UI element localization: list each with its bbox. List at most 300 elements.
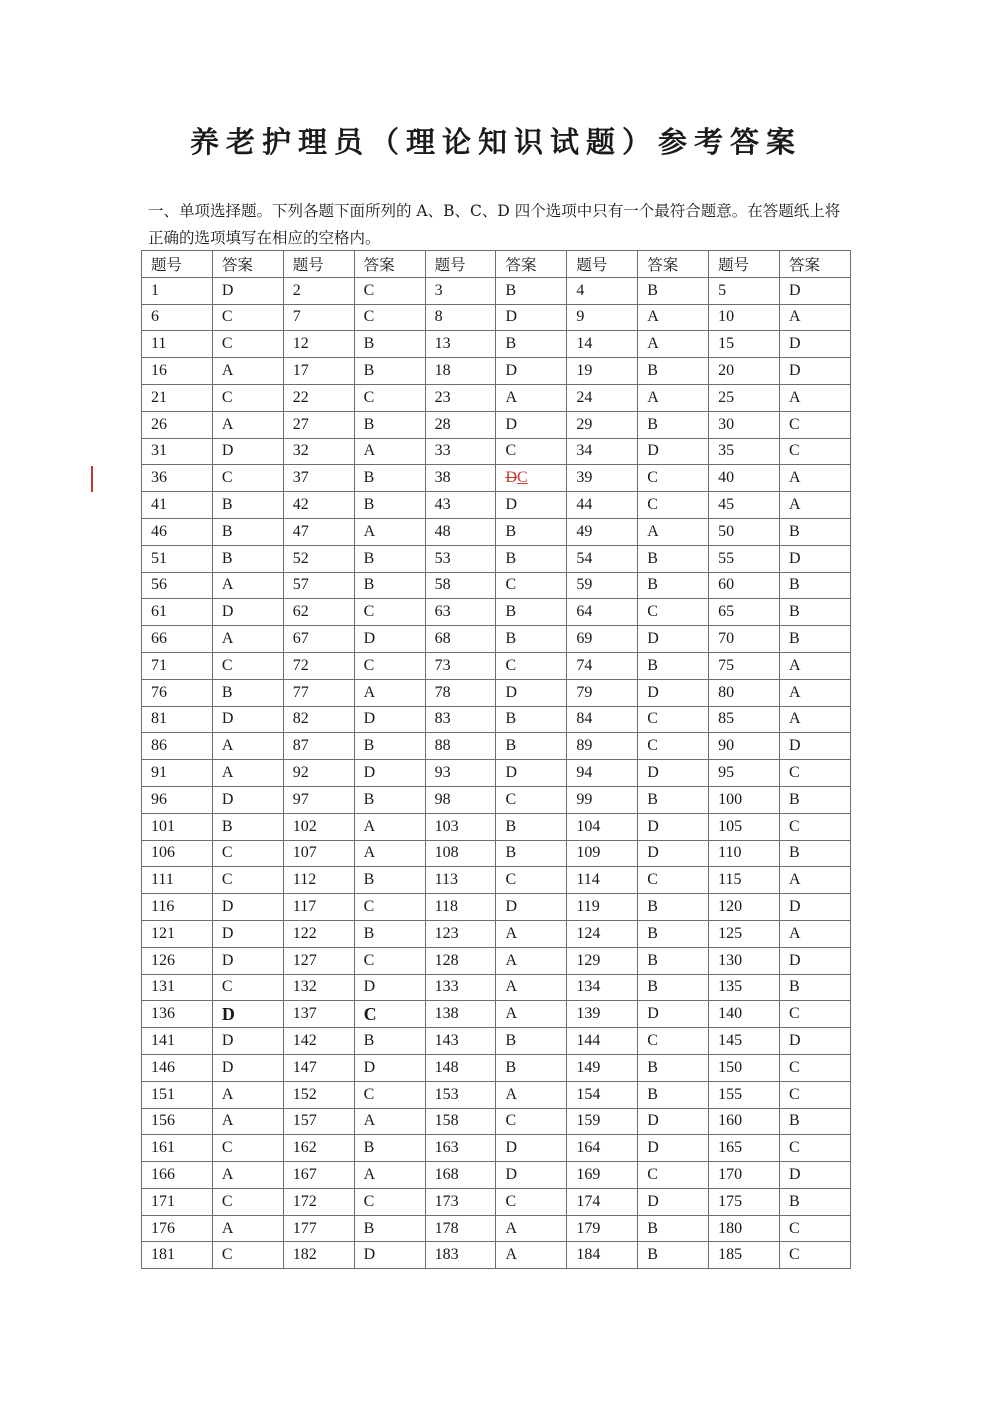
answer-cell: B bbox=[496, 1028, 567, 1055]
question-number-cell: 177 bbox=[283, 1215, 354, 1242]
question-number-cell: 67 bbox=[283, 626, 354, 653]
table-row bbox=[142, 1188, 851, 1215]
answer-cell: D bbox=[496, 411, 567, 438]
question-number-cell: 160 bbox=[709, 1108, 780, 1135]
section-instruction: 一、单项选择题。下列各题下面所列的 A、B、C、D 四个选项中只有一个最符合题意。在答题纸上将正确的选项填写在相应的空格内。 bbox=[148, 202, 841, 247]
answer-cell: B bbox=[496, 813, 567, 840]
question-number-cell: 167 bbox=[283, 1162, 354, 1189]
answer-cell: C bbox=[496, 867, 567, 894]
question-number-cell: 37 bbox=[283, 465, 354, 492]
question-number-cell: 72 bbox=[283, 652, 354, 679]
answer-cell: C bbox=[638, 599, 709, 626]
table-row bbox=[142, 572, 851, 599]
answer-cell: D bbox=[212, 920, 283, 947]
answer-cell: A bbox=[780, 304, 851, 331]
question-number-cell: 169 bbox=[567, 1162, 638, 1189]
answer-cell: C bbox=[496, 438, 567, 465]
answer-cell: C bbox=[638, 733, 709, 760]
question-number-cell: 122 bbox=[283, 920, 354, 947]
answer-cell: B bbox=[496, 518, 567, 545]
question-number-cell: 36 bbox=[142, 465, 213, 492]
question-number-cell: 48 bbox=[425, 518, 496, 545]
answer-cell: D bbox=[780, 1028, 851, 1055]
question-number-cell: 124 bbox=[567, 920, 638, 947]
question-number-cell: 171 bbox=[142, 1188, 213, 1215]
answer-cell: B bbox=[780, 786, 851, 813]
question-number-cell: 27 bbox=[283, 411, 354, 438]
question-number-cell: 137 bbox=[283, 1001, 354, 1028]
answer-cell: C bbox=[354, 599, 425, 626]
question-number-cell: 109 bbox=[567, 840, 638, 867]
table-row bbox=[142, 1028, 851, 1055]
question-number-cell: 158 bbox=[425, 1108, 496, 1135]
answer-cell: B bbox=[354, 867, 425, 894]
answer-cell: C bbox=[638, 1162, 709, 1189]
answer-cell: D bbox=[638, 679, 709, 706]
answer-cell: B bbox=[780, 974, 851, 1001]
question-number-cell: 145 bbox=[709, 1028, 780, 1055]
answer-cell: C bbox=[496, 1108, 567, 1135]
question-number-cell: 93 bbox=[425, 760, 496, 787]
answer-cell: D bbox=[212, 786, 283, 813]
question-number-cell: 52 bbox=[283, 545, 354, 572]
answer-cell: A bbox=[638, 518, 709, 545]
question-number-cell: 141 bbox=[142, 1028, 213, 1055]
question-number-cell: 2 bbox=[283, 277, 354, 304]
revision-deleted-text: D bbox=[505, 469, 518, 487]
question-number-cell: 125 bbox=[709, 920, 780, 947]
table-row bbox=[142, 1108, 851, 1135]
answer-cell: B bbox=[638, 1081, 709, 1108]
question-number-cell: 82 bbox=[283, 706, 354, 733]
answer-cell: C bbox=[212, 652, 283, 679]
answer-cell: D bbox=[496, 304, 567, 331]
answer-cell: B bbox=[780, 1108, 851, 1135]
answer-cell: B bbox=[780, 840, 851, 867]
question-number-cell: 84 bbox=[567, 706, 638, 733]
question-number-cell: 22 bbox=[283, 384, 354, 411]
question-number-cell: 132 bbox=[283, 974, 354, 1001]
question-number-cell: 43 bbox=[425, 492, 496, 519]
question-number-cell: 61 bbox=[142, 599, 213, 626]
question-number-cell: 138 bbox=[425, 1001, 496, 1028]
answer-cell: B bbox=[496, 277, 567, 304]
answer-cell: C bbox=[354, 304, 425, 331]
answer-cell: D bbox=[638, 1188, 709, 1215]
answer-cell: B bbox=[496, 733, 567, 760]
answer-cell: C bbox=[780, 1215, 851, 1242]
question-number-cell: 47 bbox=[283, 518, 354, 545]
answer-cell: C bbox=[638, 465, 709, 492]
question-number-cell: 105 bbox=[709, 813, 780, 840]
answer-cell: A bbox=[780, 706, 851, 733]
question-number-cell: 115 bbox=[709, 867, 780, 894]
question-number-cell: 103 bbox=[425, 813, 496, 840]
question-number-cell: 143 bbox=[425, 1028, 496, 1055]
answer-cell: A bbox=[496, 947, 567, 974]
answer-cell: C bbox=[354, 1001, 425, 1028]
question-number-cell: 19 bbox=[567, 358, 638, 385]
answer-cell: B bbox=[354, 733, 425, 760]
answer-cell: D bbox=[496, 492, 567, 519]
answer-cell: C bbox=[212, 1242, 283, 1269]
table-row bbox=[142, 840, 851, 867]
question-number-cell: 11 bbox=[142, 331, 213, 358]
answer-cell: D bbox=[354, 1054, 425, 1081]
question-number-cell: 65 bbox=[709, 599, 780, 626]
header-question-number: 题号 bbox=[709, 251, 780, 278]
answer-cell: A bbox=[212, 1108, 283, 1135]
question-number-cell: 99 bbox=[567, 786, 638, 813]
question-number-cell: 13 bbox=[425, 331, 496, 358]
table-row bbox=[142, 358, 851, 385]
answer-cell: B bbox=[638, 947, 709, 974]
question-number-cell: 38 bbox=[425, 465, 496, 492]
question-number-cell: 178 bbox=[425, 1215, 496, 1242]
answer-cell: B bbox=[780, 572, 851, 599]
question-number-cell: 89 bbox=[567, 733, 638, 760]
question-number-cell: 159 bbox=[567, 1108, 638, 1135]
question-number-cell: 101 bbox=[142, 813, 213, 840]
question-number-cell: 50 bbox=[709, 518, 780, 545]
answer-cell: D bbox=[354, 974, 425, 1001]
question-number-cell: 174 bbox=[567, 1188, 638, 1215]
answer-cell: D bbox=[354, 1242, 425, 1269]
question-number-cell: 97 bbox=[283, 786, 354, 813]
question-number-cell: 58 bbox=[425, 572, 496, 599]
question-number-cell: 18 bbox=[425, 358, 496, 385]
answer-cell: C bbox=[496, 572, 567, 599]
answer-cell: B bbox=[780, 518, 851, 545]
question-number-cell: 64 bbox=[567, 599, 638, 626]
answer-cell: D bbox=[638, 1001, 709, 1028]
answer-cell: C bbox=[212, 1135, 283, 1162]
question-number-cell: 28 bbox=[425, 411, 496, 438]
question-number-cell: 110 bbox=[709, 840, 780, 867]
question-number-cell: 98 bbox=[425, 786, 496, 813]
header-question-number: 题号 bbox=[425, 251, 496, 278]
question-number-cell: 25 bbox=[709, 384, 780, 411]
answer-cell: C bbox=[212, 331, 283, 358]
answer-cell: D bbox=[780, 277, 851, 304]
question-number-cell: 42 bbox=[283, 492, 354, 519]
answer-cell: B bbox=[638, 1242, 709, 1269]
answer-cell: C bbox=[212, 304, 283, 331]
question-number-cell: 34 bbox=[567, 438, 638, 465]
answer-cell: B bbox=[212, 518, 283, 545]
answer-cell: B bbox=[780, 1188, 851, 1215]
question-number-cell: 146 bbox=[142, 1054, 213, 1081]
answer-cell: D bbox=[780, 894, 851, 921]
table-row bbox=[142, 679, 851, 706]
answer-cell: B bbox=[496, 706, 567, 733]
answer-cell: D bbox=[496, 679, 567, 706]
table-row bbox=[142, 1162, 851, 1189]
answer-cell: B bbox=[354, 331, 425, 358]
answer-cell: D bbox=[638, 1135, 709, 1162]
answer-cell: C bbox=[354, 384, 425, 411]
question-number-cell: 95 bbox=[709, 760, 780, 787]
answer-cell: B bbox=[354, 572, 425, 599]
answer-cell: A bbox=[354, 438, 425, 465]
question-number-cell: 55 bbox=[709, 545, 780, 572]
header-answer: 答案 bbox=[638, 251, 709, 278]
answer-cell: D bbox=[212, 947, 283, 974]
question-number-cell: 41 bbox=[142, 492, 213, 519]
question-number-cell: 9 bbox=[567, 304, 638, 331]
question-number-cell: 185 bbox=[709, 1242, 780, 1269]
answer-cell: A bbox=[496, 1242, 567, 1269]
question-number-cell: 44 bbox=[567, 492, 638, 519]
table-row bbox=[142, 518, 851, 545]
question-number-cell: 147 bbox=[283, 1054, 354, 1081]
answer-cell: A bbox=[212, 760, 283, 787]
question-number-cell: 73 bbox=[425, 652, 496, 679]
answer-cell: B bbox=[638, 1054, 709, 1081]
question-number-cell: 142 bbox=[283, 1028, 354, 1055]
answer-cell: A bbox=[354, 679, 425, 706]
question-number-cell: 150 bbox=[709, 1054, 780, 1081]
question-number-cell: 14 bbox=[567, 331, 638, 358]
answer-cell: A bbox=[496, 974, 567, 1001]
answer-cell: B bbox=[354, 358, 425, 385]
answer-cell: B bbox=[354, 411, 425, 438]
question-number-cell: 118 bbox=[425, 894, 496, 921]
answer-cell: B bbox=[212, 492, 283, 519]
answer-cell: B bbox=[638, 920, 709, 947]
answer-cell: B bbox=[638, 652, 709, 679]
question-number-cell: 140 bbox=[709, 1001, 780, 1028]
question-number-cell: 113 bbox=[425, 867, 496, 894]
question-number-cell: 139 bbox=[567, 1001, 638, 1028]
answer-cell: B bbox=[212, 679, 283, 706]
answer-cell: C bbox=[354, 652, 425, 679]
answer-cell: D bbox=[354, 760, 425, 787]
answer-cell: A bbox=[496, 1001, 567, 1028]
table-row bbox=[142, 1081, 851, 1108]
answer-cell: B bbox=[780, 599, 851, 626]
question-number-cell: 134 bbox=[567, 974, 638, 1001]
answer-cell: C bbox=[496, 786, 567, 813]
answer-cell: C bbox=[496, 652, 567, 679]
answer-cell: C bbox=[212, 840, 283, 867]
answer-cell: D bbox=[496, 1135, 567, 1162]
question-number-cell: 112 bbox=[283, 867, 354, 894]
answer-cell: A bbox=[212, 1215, 283, 1242]
question-number-cell: 136 bbox=[142, 1001, 213, 1028]
question-number-cell: 100 bbox=[709, 786, 780, 813]
answer-cell: C bbox=[638, 867, 709, 894]
answer-cell: D bbox=[780, 733, 851, 760]
answer-cell: B bbox=[354, 786, 425, 813]
question-number-cell: 163 bbox=[425, 1135, 496, 1162]
question-number-cell: 121 bbox=[142, 920, 213, 947]
question-number-cell: 123 bbox=[425, 920, 496, 947]
table-row bbox=[142, 626, 851, 653]
question-number-cell: 76 bbox=[142, 679, 213, 706]
answer-cell: B bbox=[496, 331, 567, 358]
table-row bbox=[142, 1135, 851, 1162]
answer-cell: C bbox=[638, 492, 709, 519]
header-answer: 答案 bbox=[212, 251, 283, 278]
answer-cell: A bbox=[212, 572, 283, 599]
answer-cell: C bbox=[212, 384, 283, 411]
question-number-cell: 126 bbox=[142, 947, 213, 974]
table-row bbox=[142, 813, 851, 840]
answer-cell: D bbox=[496, 1162, 567, 1189]
question-number-cell: 30 bbox=[709, 411, 780, 438]
answer-cell: A bbox=[354, 813, 425, 840]
answer-cell: A bbox=[638, 331, 709, 358]
answer-cell: A bbox=[212, 358, 283, 385]
question-number-cell: 33 bbox=[425, 438, 496, 465]
page-title: 养老护理员（理论知识试题）参考答案 bbox=[189, 125, 802, 159]
answer-cell: B bbox=[354, 1215, 425, 1242]
question-number-cell: 15 bbox=[709, 331, 780, 358]
question-number-cell: 165 bbox=[709, 1135, 780, 1162]
answer-cell: C bbox=[780, 1081, 851, 1108]
table-row bbox=[142, 1001, 851, 1028]
answer-cell: C bbox=[212, 1188, 283, 1215]
answer-cell: A bbox=[212, 626, 283, 653]
answer-cell: B bbox=[496, 1054, 567, 1081]
answer-cell: D bbox=[212, 1054, 283, 1081]
answer-cell: D bbox=[638, 438, 709, 465]
answer-cell: A bbox=[212, 733, 283, 760]
question-number-cell: 71 bbox=[142, 652, 213, 679]
question-number-cell: 5 bbox=[709, 277, 780, 304]
revision-change-bar bbox=[91, 466, 93, 492]
question-number-cell: 90 bbox=[709, 733, 780, 760]
table-row bbox=[142, 384, 851, 411]
answer-key-table bbox=[141, 250, 851, 1269]
question-number-cell: 68 bbox=[425, 626, 496, 653]
question-number-cell: 78 bbox=[425, 679, 496, 706]
answer-cell: B bbox=[638, 545, 709, 572]
answer-cell: B bbox=[354, 920, 425, 947]
question-number-cell: 56 bbox=[142, 572, 213, 599]
question-number-cell: 181 bbox=[142, 1242, 213, 1269]
question-number-cell: 4 bbox=[567, 277, 638, 304]
question-number-cell: 111 bbox=[142, 867, 213, 894]
answer-cell: D bbox=[780, 947, 851, 974]
question-number-cell: 31 bbox=[142, 438, 213, 465]
answer-cell: B bbox=[354, 492, 425, 519]
table-row bbox=[142, 1054, 851, 1081]
question-number-cell: 51 bbox=[142, 545, 213, 572]
answer-cell: D bbox=[780, 358, 851, 385]
table-row bbox=[142, 974, 851, 1001]
question-number-cell: 108 bbox=[425, 840, 496, 867]
answer-cell: B bbox=[780, 626, 851, 653]
answer-table-body bbox=[142, 251, 851, 1269]
answer-cell: B bbox=[638, 894, 709, 921]
question-number-cell: 85 bbox=[709, 706, 780, 733]
question-number-cell: 131 bbox=[142, 974, 213, 1001]
question-number-cell: 128 bbox=[425, 947, 496, 974]
question-number-cell: 120 bbox=[709, 894, 780, 921]
question-number-cell: 62 bbox=[283, 599, 354, 626]
answer-cell: C bbox=[212, 974, 283, 1001]
question-number-cell: 155 bbox=[709, 1081, 780, 1108]
answer-cell: D bbox=[212, 438, 283, 465]
answer-cell: D bbox=[496, 760, 567, 787]
answer-cell: D bbox=[638, 1108, 709, 1135]
table-header-row bbox=[142, 251, 851, 278]
question-number-cell: 81 bbox=[142, 706, 213, 733]
question-number-cell: 79 bbox=[567, 679, 638, 706]
answer-cell: B bbox=[354, 1028, 425, 1055]
question-number-cell: 180 bbox=[709, 1215, 780, 1242]
question-number-cell: 60 bbox=[709, 572, 780, 599]
answer-cell: B bbox=[354, 1135, 425, 1162]
question-number-cell: 114 bbox=[567, 867, 638, 894]
question-number-cell: 152 bbox=[283, 1081, 354, 1108]
question-number-cell: 1 bbox=[142, 277, 213, 304]
answer-cell: C bbox=[354, 277, 425, 304]
question-number-cell: 153 bbox=[425, 1081, 496, 1108]
answer-cell: A bbox=[212, 411, 283, 438]
question-number-cell: 20 bbox=[709, 358, 780, 385]
answer-cell: C bbox=[780, 1054, 851, 1081]
answer-cell: D bbox=[780, 1162, 851, 1189]
question-number-cell: 119 bbox=[567, 894, 638, 921]
table-row bbox=[142, 545, 851, 572]
answer-cell: B bbox=[354, 545, 425, 572]
table-row bbox=[142, 331, 851, 358]
question-number-cell: 8 bbox=[425, 304, 496, 331]
answer-cell: C bbox=[780, 411, 851, 438]
question-number-cell: 96 bbox=[142, 786, 213, 813]
answer-cell: D bbox=[638, 760, 709, 787]
table-row bbox=[142, 438, 851, 465]
table-row bbox=[142, 1242, 851, 1269]
answer-cell: D bbox=[212, 1028, 283, 1055]
question-number-cell: 175 bbox=[709, 1188, 780, 1215]
answer-cell: B bbox=[638, 1215, 709, 1242]
question-number-cell: 57 bbox=[283, 572, 354, 599]
answer-cell: D bbox=[638, 626, 709, 653]
question-number-cell: 21 bbox=[142, 384, 213, 411]
question-number-cell: 184 bbox=[567, 1242, 638, 1269]
question-number-cell: 179 bbox=[567, 1215, 638, 1242]
question-number-cell: 116 bbox=[142, 894, 213, 921]
answer-cell: A bbox=[780, 920, 851, 947]
answer-cell: B bbox=[638, 786, 709, 813]
answer-cell: A bbox=[212, 1162, 283, 1189]
table-row bbox=[142, 411, 851, 438]
question-number-cell: 16 bbox=[142, 358, 213, 385]
answer-cell: C bbox=[354, 947, 425, 974]
question-number-cell: 86 bbox=[142, 733, 213, 760]
question-number-cell: 91 bbox=[142, 760, 213, 787]
answer-cell: C bbox=[780, 438, 851, 465]
table-row bbox=[142, 465, 851, 492]
answer-cell: B bbox=[496, 545, 567, 572]
answer-cell: C bbox=[780, 813, 851, 840]
question-number-cell: 45 bbox=[709, 492, 780, 519]
question-number-cell: 117 bbox=[283, 894, 354, 921]
answer-cell: C bbox=[780, 760, 851, 787]
question-number-cell: 168 bbox=[425, 1162, 496, 1189]
question-number-cell: 6 bbox=[142, 304, 213, 331]
answer-cell: A bbox=[638, 304, 709, 331]
question-number-cell: 66 bbox=[142, 626, 213, 653]
answer-cell: B bbox=[354, 465, 425, 492]
question-number-cell: 35 bbox=[709, 438, 780, 465]
question-number-cell: 17 bbox=[283, 358, 354, 385]
answer-cell: B bbox=[212, 545, 283, 572]
